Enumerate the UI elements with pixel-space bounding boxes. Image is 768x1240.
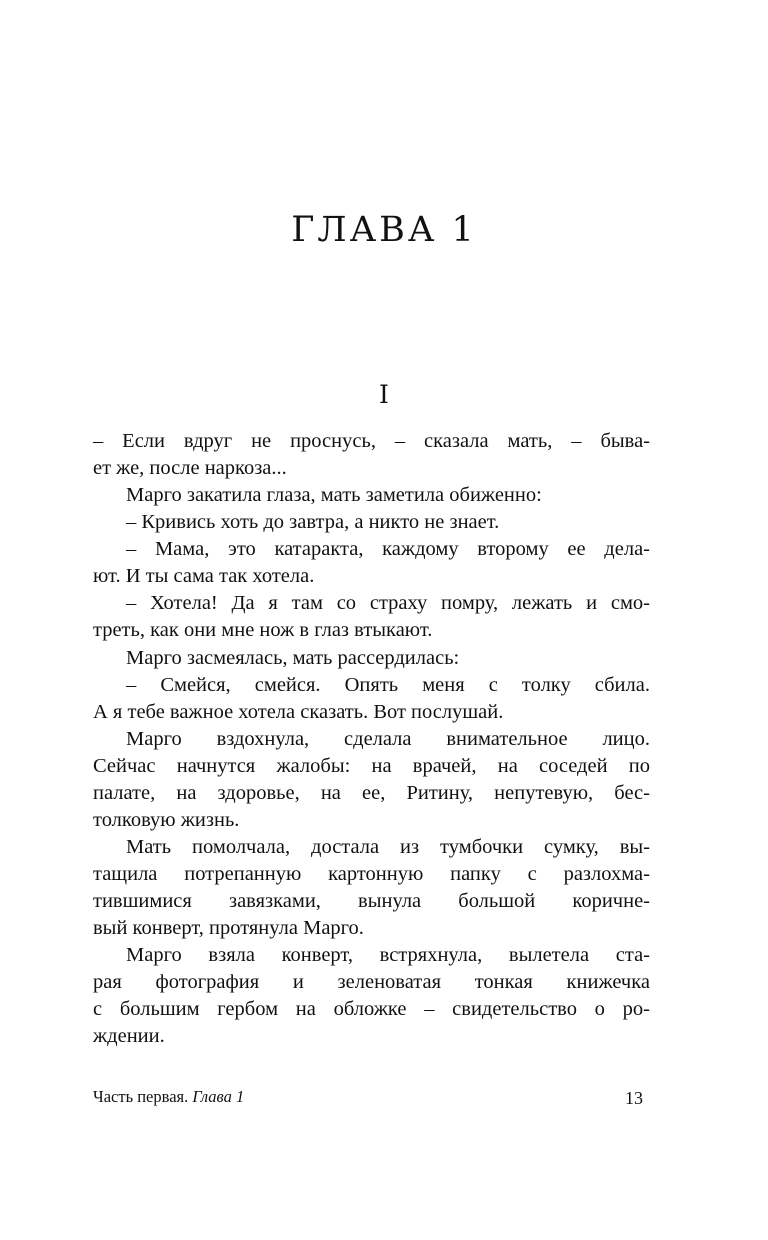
text-line: ют. И ты сама так хотела. xyxy=(93,565,315,588)
chapter-title: ГЛАВА 1 xyxy=(291,210,477,250)
section-number: I xyxy=(379,380,389,409)
text-line: Марго вздохнула, сделала внимательное лицо. xyxy=(126,727,650,750)
text-line: Марго засмеялась, мать рассердилась: xyxy=(126,646,460,669)
text-line: треть, как они мне нож в глаз втыкают. xyxy=(93,619,433,642)
text-line: – Если вдруг не проснусь, – сказала мать, – быва- xyxy=(93,430,650,452)
text-line: Марго закатила глаза, мать заметила обиженно: xyxy=(126,484,542,507)
text-line: с большим гербом на обложке – свидетельство о ро- xyxy=(93,998,650,1021)
page-number: 13 xyxy=(625,1088,643,1108)
text-line: – Кривись хоть до завтра, а никто не знает. xyxy=(126,511,500,534)
text-line: рая фотография и зеленоватая тонкая книжечка xyxy=(93,971,650,994)
text-line: ждении. xyxy=(93,1025,165,1048)
running-chapter: Глава 1 xyxy=(192,1087,245,1106)
page-footer xyxy=(93,1087,643,1107)
text-line: А я тебе важное хотела сказать. Вот послушай. xyxy=(93,700,504,723)
text-line: тившимися завязками, вынула большой коричне- xyxy=(93,890,650,913)
text-line: – Мама, это катаракта, каждому второму ее дела- xyxy=(126,538,650,561)
text-line: Марго взяла конверт, встряхнула, вылетела ста- xyxy=(126,944,650,967)
text-line: ет же, после наркоза... xyxy=(93,457,287,480)
body-text xyxy=(93,428,650,1050)
text-line: Сейчас начнутся жалобы: на врачей, на соседей по xyxy=(93,754,650,777)
text-line: – Смейся, смейся. Опять меня с толку сбила. xyxy=(126,673,650,696)
text-line: Мать помолчала, достала из тумбочки сумку, вы- xyxy=(126,835,650,858)
text-line: толковую жизнь. xyxy=(93,808,240,831)
text-line: тащила потрепанную картонную папку с разлохма- xyxy=(93,863,650,885)
text-line: палате, на здоровье, на ее, Ритину, непутевую, бес- xyxy=(93,781,650,804)
text-line: вый конверт, протянула Марго. xyxy=(93,917,364,940)
running-head: Часть первая. xyxy=(93,1087,189,1106)
text-line: – Хотела! Да я там со страху помру, лежать и смо- xyxy=(126,592,650,615)
